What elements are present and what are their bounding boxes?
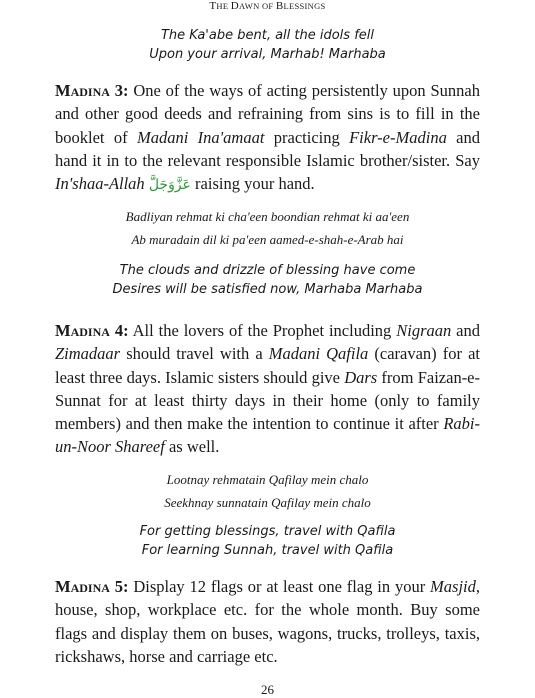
text: One of the ways of acting persistently upon Sunnah and other good deeds and refraining from sins is to fill in the booklet of bbox=[55, 81, 480, 147]
verse-line: The clouds and drizzle of blessing have come bbox=[119, 263, 416, 278]
term: Zimadaar bbox=[55, 344, 121, 364]
text: All the lovers of the Prophet including bbox=[128, 321, 397, 340]
verse-line: For getting blessings, travel with Qafila bbox=[139, 524, 396, 539]
text: (caravan) for at least three days. Islamic sisters should give bbox=[55, 344, 480, 387]
text: raising your hand. bbox=[190, 174, 315, 194]
verse-line: For learning Sunnah, travel with Qafila bbox=[141, 543, 394, 558]
header-letter: B bbox=[275, 0, 284, 12]
madina-5-label: Madina 5: bbox=[55, 577, 129, 596]
urdu-line: Ab muradain dil ki pa'een aamed-e-shah-e-Arab hai bbox=[131, 232, 404, 247]
header-letter: T bbox=[209, 0, 217, 12]
arabic-honorific: عَزَّوَجَلَّ bbox=[148, 178, 191, 194]
madina-5-paragraph bbox=[55, 575, 480, 668]
verse-block-3 bbox=[0, 522, 535, 560]
urdu-line: Seekhnay sunnatain Qafilay mein chalo bbox=[164, 495, 371, 510]
verse-block-1 bbox=[0, 26, 535, 64]
term: Fikr-e-Madina bbox=[349, 127, 447, 147]
term: Rabi-un-Noor Shareef bbox=[55, 414, 480, 457]
verse-line: Upon your arrival, Marhab! Marhaba bbox=[149, 47, 386, 62]
text: should travel with a bbox=[120, 344, 269, 364]
madina-3-paragraph bbox=[55, 79, 480, 197]
urdu-couplet-1 bbox=[0, 205, 535, 251]
text: practicing bbox=[264, 127, 350, 147]
text: as well. bbox=[164, 437, 220, 457]
term: Madani Ina'amaat bbox=[136, 127, 265, 147]
term: Nigraan bbox=[396, 321, 452, 340]
urdu-couplet-2 bbox=[0, 468, 535, 514]
text: and bbox=[451, 321, 481, 340]
text: and hand it in to the relevant responsible Islamic brother/sister. Say bbox=[55, 127, 481, 170]
term: In'shaa-Allah bbox=[55, 174, 145, 194]
header-part: AWN OF bbox=[239, 1, 276, 11]
header-part: LESSINGS bbox=[283, 1, 326, 11]
header-part: HE bbox=[216, 1, 231, 11]
urdu-line: Badliyan rehmat ki cha'een boondian rehmat ki aa'een bbox=[125, 209, 410, 224]
verse-line: Desires will be satisfied now, Marhaba Marhaba bbox=[112, 282, 423, 297]
madina-4-label: Madina 4: bbox=[55, 321, 129, 340]
text: , house, shop, workplace etc. for the whole month. Buy some flags and display them on buses, wagons, trucks, trolleys, taxis, rickshaws, horse and carriage etc. bbox=[55, 577, 480, 666]
running-header bbox=[0, 0, 535, 12]
madina-3-label: Madina 3: bbox=[55, 81, 129, 100]
header-letter: D bbox=[230, 0, 240, 12]
page-number: 26 bbox=[261, 682, 274, 697]
term: Masjid bbox=[430, 577, 476, 596]
urdu-line: Lootnay rehmatain Qafilay mein chalo bbox=[166, 472, 369, 487]
term: Dars bbox=[344, 367, 378, 387]
verse-line: The Ka'abe bent, all the idols fell bbox=[160, 28, 375, 43]
verse-block-2 bbox=[0, 261, 535, 299]
text: Display 12 flags or at least one flag in your bbox=[128, 577, 431, 596]
text: from Faizan-e-Sunnat for at least thirty days in their home (only to family members) and then make the intention to continue it after bbox=[55, 367, 481, 434]
term: Madani Qafila bbox=[268, 344, 369, 364]
madina-4-paragraph bbox=[55, 319, 480, 459]
